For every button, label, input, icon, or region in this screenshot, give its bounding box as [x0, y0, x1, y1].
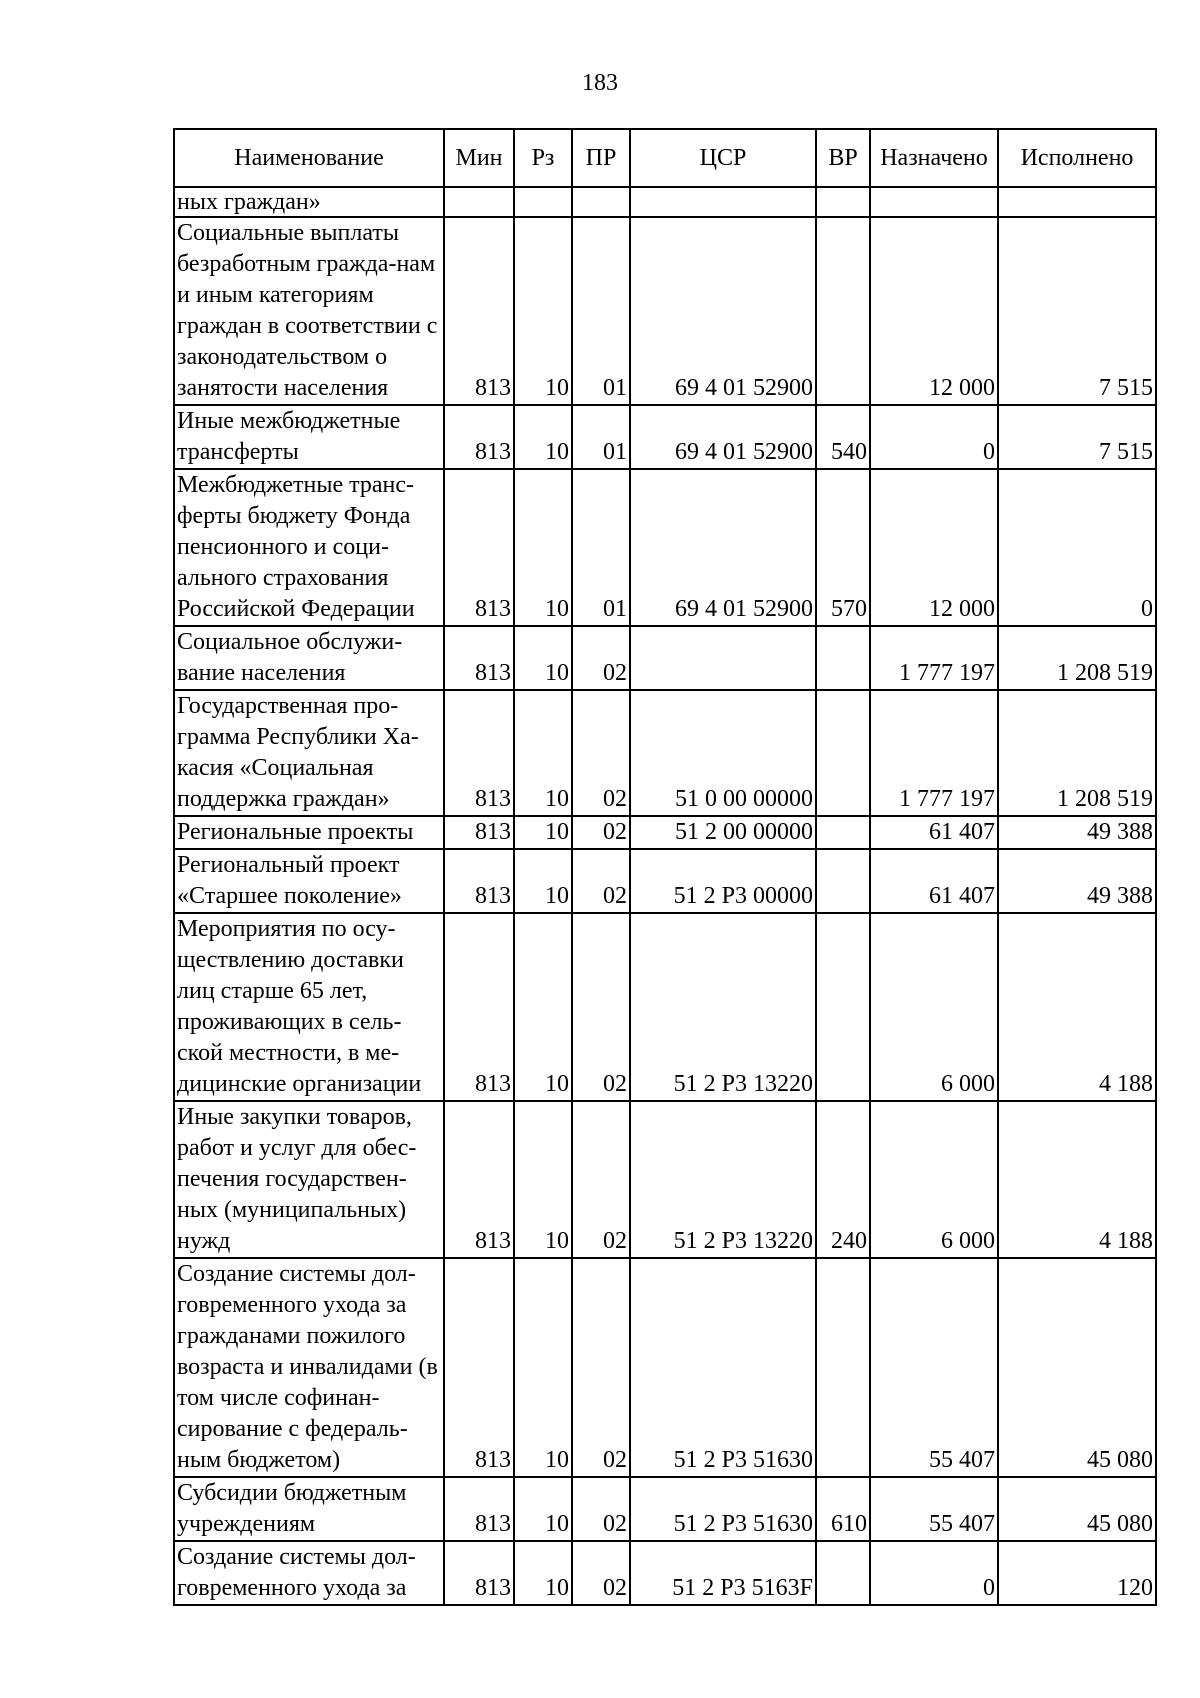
table-row — [174, 405, 1156, 469]
row-name-cell: Государственная про-грамма Республики Ха-касия «Социальная поддержка граждан» — [174, 690, 444, 816]
column-header-assigned: Назначено — [870, 129, 998, 187]
row-name-cell: Субсидии бюджетным учреждениям — [174, 1477, 444, 1541]
row-min-cell: 813 — [444, 1258, 514, 1477]
row-rz-cell: 10 — [514, 849, 572, 913]
row-csr-cell: 51 2 P3 00000 — [630, 849, 816, 913]
row-name-cell: Межбюджетные транс-ферты бюджету Фонда пенсионного и соци-ального страхования Российской Федерации — [174, 469, 444, 626]
row-name-cell: Иные межбюджетные трансферты — [174, 405, 444, 469]
row-executed-cell: 1 208 519 — [998, 626, 1156, 690]
row-assigned-cell: 61 407 — [870, 849, 998, 913]
row-csr-cell: 51 2 P3 51630 — [630, 1258, 816, 1477]
row-executed-cell: 7 515 — [998, 217, 1156, 405]
row-name-cell: Региональные проекты — [174, 816, 444, 849]
row-name-cell: Региональный проект «Старшее поколение» — [174, 849, 444, 913]
row-pr-cell: 01 — [572, 405, 630, 469]
row-vr-cell — [816, 913, 870, 1101]
row-assigned-cell: 6 000 — [870, 1101, 998, 1258]
row-assigned-cell: 61 407 — [870, 816, 998, 849]
row-rz-cell — [514, 187, 572, 217]
row-rz-cell: 10 — [514, 1477, 572, 1541]
table-row — [174, 1101, 1156, 1258]
row-csr-cell: 51 2 P3 5163F — [630, 1541, 816, 1605]
row-rz-cell: 10 — [514, 626, 572, 690]
row-executed-cell: 49 388 — [998, 849, 1156, 913]
row-min-cell: 813 — [444, 405, 514, 469]
row-min-cell: 813 — [444, 816, 514, 849]
row-min-cell: 813 — [444, 1541, 514, 1605]
row-name-cell: Мероприятия по осу-ществлению доставки лиц старше 65 лет, проживающих в сель-ской местности, в ме-дицинские организации — [174, 913, 444, 1101]
table-row — [174, 626, 1156, 690]
row-min-cell: 813 — [444, 469, 514, 626]
row-rz-cell: 10 — [514, 1541, 572, 1605]
row-min-cell: 813 — [444, 1101, 514, 1258]
row-min-cell: 813 — [444, 1477, 514, 1541]
row-executed-cell: 120 — [998, 1541, 1156, 1605]
row-pr-cell: 02 — [572, 1101, 630, 1258]
row-csr-cell: 51 0 00 00000 — [630, 690, 816, 816]
row-csr-cell: 69 4 01 52900 — [630, 217, 816, 405]
row-assigned-cell: 55 407 — [870, 1258, 998, 1477]
row-executed-cell: 45 080 — [998, 1477, 1156, 1541]
column-header-rz: Рз — [514, 129, 572, 187]
row-assigned-cell: 1 777 197 — [870, 690, 998, 816]
row-name-cell: Социальные выплаты безработным гражда-нам и иным категориям граждан в соответствии с законодательством о занятости населения — [174, 217, 444, 405]
row-min-cell: 813 — [444, 913, 514, 1101]
row-name-cell: Создание системы дол-говременного ухода за гражданами пожилого возраста и инвалидами (в том числе софинан-сирование с федераль-ным бюджетом) — [174, 1258, 444, 1477]
row-vr-cell: 540 — [816, 405, 870, 469]
row-pr-cell: 02 — [572, 1541, 630, 1605]
row-pr-cell: 01 — [572, 469, 630, 626]
row-name-cell: Иные закупки товаров, работ и услуг для обес-печения государствен-ных (муниципальных) нужд — [174, 1101, 444, 1258]
table-row — [174, 1541, 1156, 1605]
row-rz-cell: 10 — [514, 913, 572, 1101]
row-pr-cell: 02 — [572, 816, 630, 849]
column-header-vr: ВР — [816, 129, 870, 187]
row-csr-cell: 51 2 00 00000 — [630, 816, 816, 849]
row-csr-cell: 51 2 P3 13220 — [630, 913, 816, 1101]
row-assigned-cell: 55 407 — [870, 1477, 998, 1541]
row-pr-cell: 02 — [572, 913, 630, 1101]
row-vr-cell — [816, 187, 870, 217]
row-min-cell: 813 — [444, 626, 514, 690]
row-name-cell: Создание системы дол-говременного ухода за — [174, 1541, 444, 1605]
row-assigned-cell: 6 000 — [870, 913, 998, 1101]
row-csr-cell — [630, 187, 816, 217]
row-csr-cell: 69 4 01 52900 — [630, 469, 816, 626]
row-name-cell: ных граждан» — [174, 187, 444, 217]
page-number: 183 — [582, 70, 618, 96]
row-assigned-cell: 0 — [870, 1541, 998, 1605]
row-vr-cell — [816, 217, 870, 405]
row-vr-cell — [816, 1258, 870, 1477]
row-assigned-cell: 0 — [870, 405, 998, 469]
row-assigned-cell: 12 000 — [870, 469, 998, 626]
column-header-min: Мин — [444, 129, 514, 187]
row-vr-cell — [816, 690, 870, 816]
row-rz-cell: 10 — [514, 1101, 572, 1258]
row-vr-cell — [816, 816, 870, 849]
row-executed-cell: 4 188 — [998, 1101, 1156, 1258]
table-row — [174, 849, 1156, 913]
column-header-pr: ПР — [572, 129, 630, 187]
row-vr-cell: 240 — [816, 1101, 870, 1258]
row-rz-cell: 10 — [514, 690, 572, 816]
row-assigned-cell: 12 000 — [870, 217, 998, 405]
row-vr-cell — [816, 1541, 870, 1605]
row-rz-cell: 10 — [514, 1258, 572, 1477]
row-executed-cell: 0 — [998, 469, 1156, 626]
budget-table — [173, 128, 1157, 1606]
table-row — [174, 187, 1156, 217]
row-pr-cell: 01 — [572, 217, 630, 405]
table-row — [174, 816, 1156, 849]
table-row — [174, 1258, 1156, 1477]
column-header-name: Наименование — [174, 129, 444, 187]
row-rz-cell: 10 — [514, 469, 572, 626]
row-pr-cell: 02 — [572, 849, 630, 913]
row-vr-cell: 610 — [816, 1477, 870, 1541]
table-row — [174, 913, 1156, 1101]
row-executed-cell: 7 515 — [998, 405, 1156, 469]
row-min-cell: 813 — [444, 690, 514, 816]
row-min-cell — [444, 187, 514, 217]
table-row — [174, 690, 1156, 816]
row-pr-cell: 02 — [572, 626, 630, 690]
row-assigned-cell — [870, 187, 998, 217]
row-pr-cell: 02 — [572, 1477, 630, 1541]
table-row — [174, 1477, 1156, 1541]
row-pr-cell: 02 — [572, 1258, 630, 1477]
row-csr-cell: 51 2 P3 51630 — [630, 1477, 816, 1541]
column-header-executed: Исполнено — [998, 129, 1156, 187]
row-min-cell: 813 — [444, 217, 514, 405]
row-vr-cell — [816, 626, 870, 690]
table-row — [174, 469, 1156, 626]
table-row — [174, 217, 1156, 405]
row-csr-cell — [630, 626, 816, 690]
row-vr-cell: 570 — [816, 469, 870, 626]
column-header-csr: ЦСР — [630, 129, 816, 187]
row-vr-cell — [816, 849, 870, 913]
row-executed-cell: 1 208 519 — [998, 690, 1156, 816]
row-executed-cell: 4 188 — [998, 913, 1156, 1101]
row-executed-cell: 45 080 — [998, 1258, 1156, 1477]
row-pr-cell — [572, 187, 630, 217]
table-header-row — [174, 129, 1156, 187]
row-executed-cell — [998, 187, 1156, 217]
row-rz-cell: 10 — [514, 816, 572, 849]
row-csr-cell: 69 4 01 52900 — [630, 405, 816, 469]
row-rz-cell: 10 — [514, 405, 572, 469]
row-executed-cell: 49 388 — [998, 816, 1156, 849]
row-min-cell: 813 — [444, 849, 514, 913]
row-pr-cell: 02 — [572, 690, 630, 816]
row-name-cell: Социальное обслужи-вание населения — [174, 626, 444, 690]
row-csr-cell: 51 2 P3 13220 — [630, 1101, 816, 1258]
row-rz-cell: 10 — [514, 217, 572, 405]
row-assigned-cell: 1 777 197 — [870, 626, 998, 690]
